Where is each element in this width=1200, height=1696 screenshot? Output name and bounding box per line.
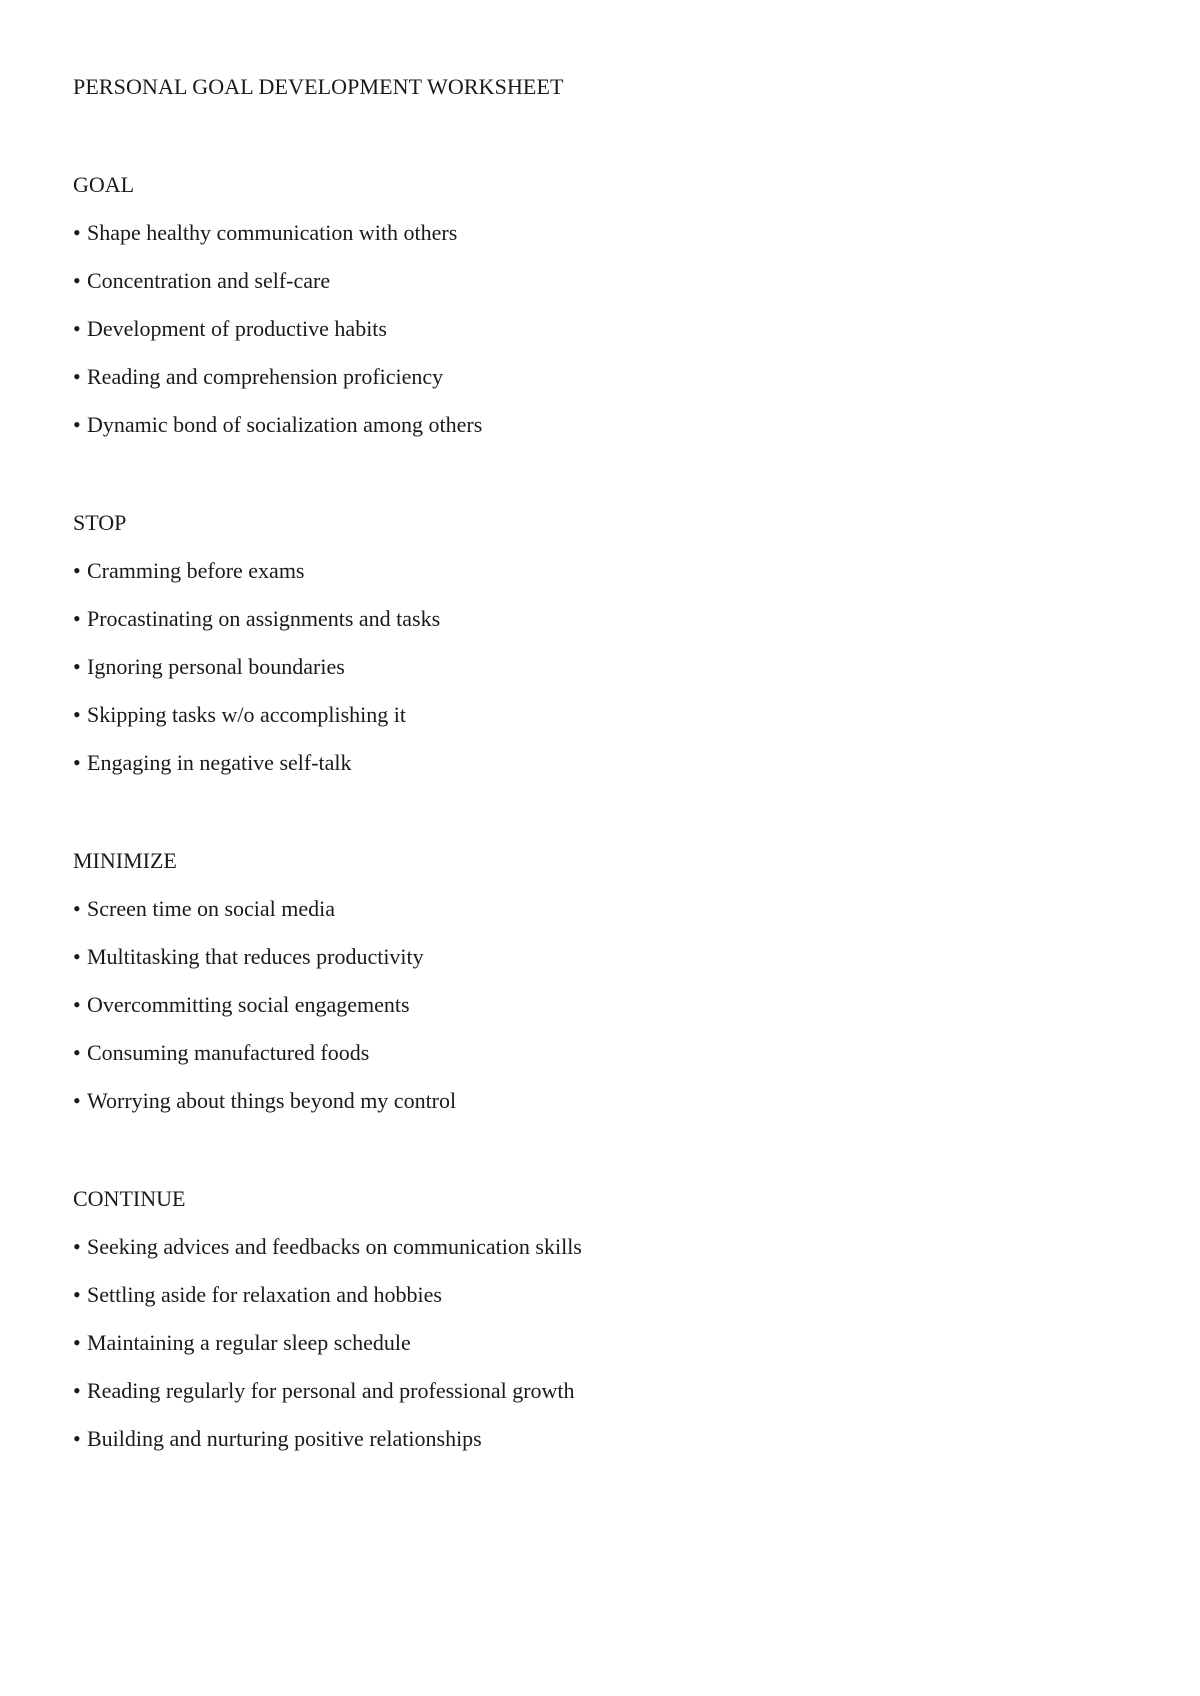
- list-item: [73, 1326, 1133, 1360]
- bullet-icon: •: [73, 1378, 81, 1403]
- section-heading: GOAL: [73, 172, 135, 197]
- bullet-icon: •: [73, 944, 81, 969]
- list-item-text: Cramming before exams: [87, 558, 305, 583]
- list-item-text: Reading regularly for personal and professional growth: [87, 1378, 575, 1403]
- section-heading: STOP: [73, 510, 127, 535]
- bullet-icon: •: [73, 268, 81, 293]
- list-item-text: Multitasking that reduces productivity: [87, 944, 424, 969]
- list-item-text: Development of productive habits: [87, 316, 387, 341]
- bullet-icon: •: [73, 1234, 81, 1259]
- list-item: [73, 1422, 1133, 1456]
- list-item-text: Maintaining a regular sleep schedule: [87, 1330, 411, 1355]
- list-item-text: Seeking advices and feedbacks on communication skills: [87, 1234, 582, 1259]
- list-item-text: Engaging in negative self-talk: [87, 750, 352, 775]
- list-item: [73, 312, 1133, 346]
- list-item: [73, 264, 1133, 298]
- section-heading: MINIMIZE: [73, 848, 177, 873]
- section-stop: [73, 506, 1133, 780]
- list-item: [73, 988, 1133, 1022]
- bullet-icon: •: [73, 316, 81, 341]
- list-item: [73, 1036, 1133, 1070]
- list-item-text: Settling aside for relaxation and hobbies: [87, 1282, 442, 1307]
- list-item: [73, 892, 1133, 926]
- list-item: [73, 1084, 1133, 1118]
- list-item: [73, 1278, 1133, 1312]
- list-item-text: Worrying about things beyond my control: [87, 1088, 457, 1113]
- list-item-text: Skipping tasks w/o accomplishing it: [87, 702, 406, 727]
- list-item: [73, 650, 1133, 684]
- list-item: [73, 554, 1133, 588]
- list-item: [73, 746, 1133, 780]
- bullet-icon: •: [73, 606, 81, 631]
- bullet-list: [73, 216, 1133, 442]
- bullet-icon: •: [73, 220, 81, 245]
- section-goal: [73, 168, 1133, 442]
- list-item-text: Building and nurturing positive relationships: [87, 1426, 482, 1451]
- list-item: [73, 408, 1133, 442]
- bullet-icon: •: [73, 702, 81, 727]
- list-item: [73, 1374, 1133, 1408]
- list-item: [73, 216, 1133, 250]
- section-heading: CONTINUE: [73, 1186, 186, 1211]
- list-item-text: Procastinating on assignments and tasks: [87, 606, 441, 631]
- list-item: [73, 1230, 1133, 1264]
- list-item-text: Consuming manufactured foods: [87, 1040, 370, 1065]
- list-item: [73, 940, 1133, 974]
- list-item-text: Dynamic bond of socialization among others: [87, 412, 483, 437]
- list-item-text: Reading and comprehension proficiency: [87, 364, 444, 389]
- bullet-icon: •: [73, 558, 81, 583]
- bullet-icon: •: [73, 1040, 81, 1065]
- list-item: [73, 360, 1133, 394]
- document-title: PERSONAL GOAL DEVELOPMENT WORKSHEET: [73, 74, 564, 99]
- bullet-icon: •: [73, 654, 81, 679]
- bullet-list: [73, 554, 1133, 780]
- bullet-icon: •: [73, 750, 81, 775]
- bullet-icon: •: [73, 364, 81, 389]
- bullet-icon: •: [73, 1426, 81, 1451]
- sections-container: [73, 168, 1133, 1456]
- bullet-list: [73, 1230, 1133, 1456]
- bullet-icon: •: [73, 1330, 81, 1355]
- bullet-list: [73, 892, 1133, 1118]
- bullet-icon: •: [73, 896, 81, 921]
- section-continue: [73, 1182, 1133, 1456]
- list-item-text: Concentration and self-care: [87, 268, 331, 293]
- list-item: [73, 602, 1133, 636]
- bullet-icon: •: [73, 412, 81, 437]
- list-item-text: Overcommitting social engagements: [87, 992, 410, 1017]
- list-item-text: Ignoring personal boundaries: [87, 654, 345, 679]
- list-item-text: Screen time on social media: [87, 896, 336, 921]
- bullet-icon: •: [73, 1282, 81, 1307]
- bullet-icon: •: [73, 1088, 81, 1113]
- list-item-text: Shape healthy communication with others: [87, 220, 458, 245]
- bullet-icon: •: [73, 992, 81, 1017]
- worksheet-page: [73, 70, 1133, 1470]
- list-item: [73, 698, 1133, 732]
- section-minimize: [73, 844, 1133, 1118]
